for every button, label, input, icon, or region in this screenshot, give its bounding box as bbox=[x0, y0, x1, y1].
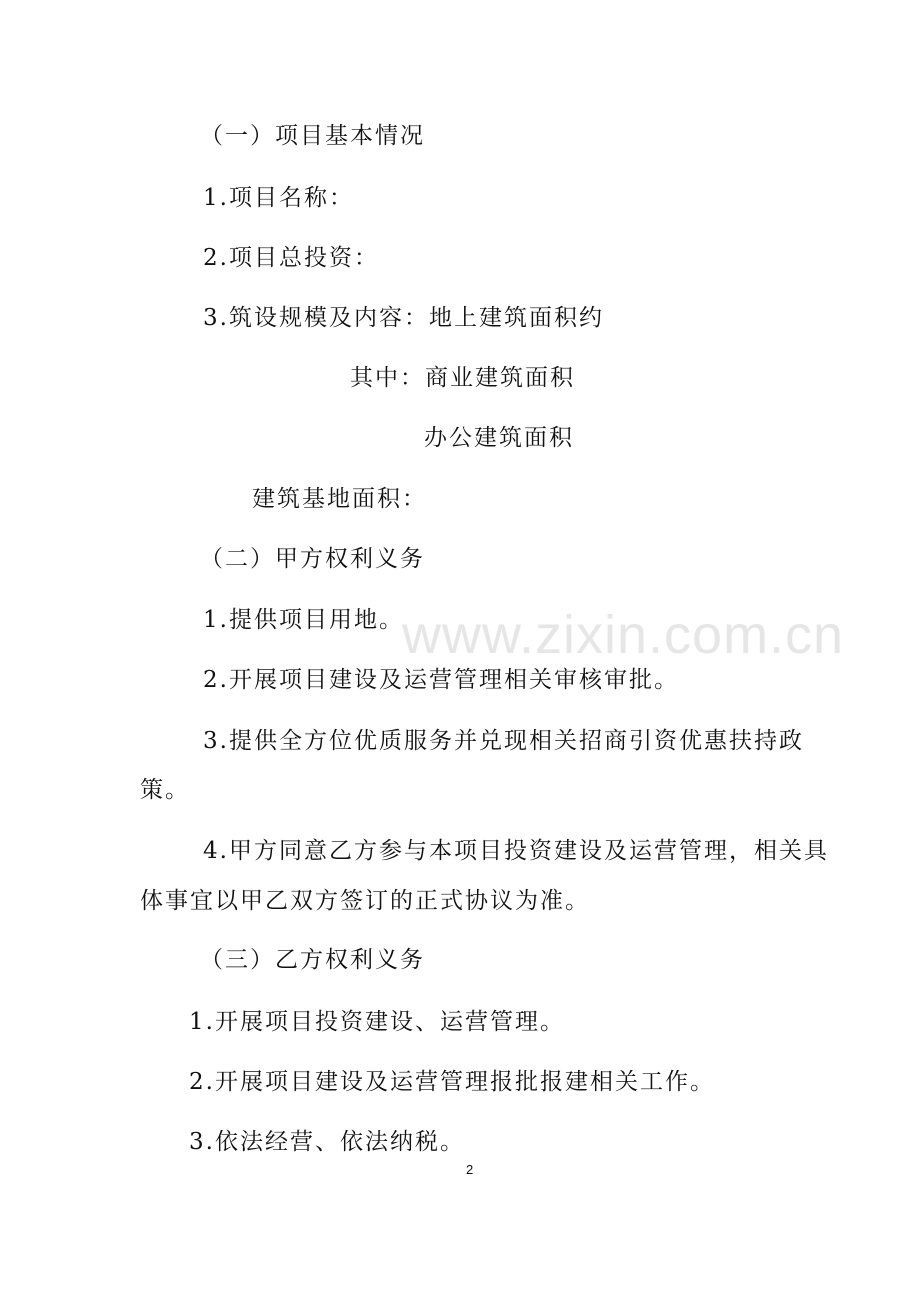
party-a-item-2: 2.开展项目建设及运营管理相关审核审批。 bbox=[203, 667, 679, 693]
party-a-item-4: 4.甲方同意乙方参与本项目投资建设及运营管理，相关具 bbox=[203, 838, 829, 864]
commercial-area-line: 其中：商业建筑面积 bbox=[350, 365, 575, 391]
party-a-item-4-cont: 体事宜以甲乙双方签订的正式协议为准。 bbox=[140, 888, 590, 914]
section-heading-1: （一）项目基本情况 bbox=[200, 123, 425, 149]
office-area-line: 办公建筑面积 bbox=[424, 425, 574, 451]
party-a-item-3-cont: 策。 bbox=[140, 777, 190, 803]
party-a-item-1: 1.提供项目用地。 bbox=[203, 607, 404, 633]
party-b-item-1: 1.开展项目投资建设、运营管理。 bbox=[189, 1009, 565, 1035]
watermark: www.zixin.com.cn bbox=[402, 605, 845, 665]
construction-scale-line: 3.筑设规模及内容：地上建筑面积约 bbox=[203, 305, 604, 331]
party-b-item-2: 2.开展项目建设及运营管理报批报建相关工作。 bbox=[189, 1069, 715, 1095]
party-b-item-3: 3.依法经营、依法纳税。 bbox=[189, 1129, 465, 1155]
project-name-line: 1.项目名称： bbox=[203, 185, 354, 211]
section-heading-2: （二）甲方权利义务 bbox=[200, 546, 425, 572]
section-heading-3: （三）乙方权利义务 bbox=[200, 947, 425, 973]
project-investment-line: 2.项目总投资： bbox=[203, 245, 379, 271]
base-area-line: 建筑基地面积： bbox=[252, 486, 427, 512]
page-number: 2 bbox=[466, 1162, 474, 1177]
party-a-item-3: 3.提供全方位优质服务并兑现相关招商引资优惠扶持政 bbox=[203, 728, 804, 754]
